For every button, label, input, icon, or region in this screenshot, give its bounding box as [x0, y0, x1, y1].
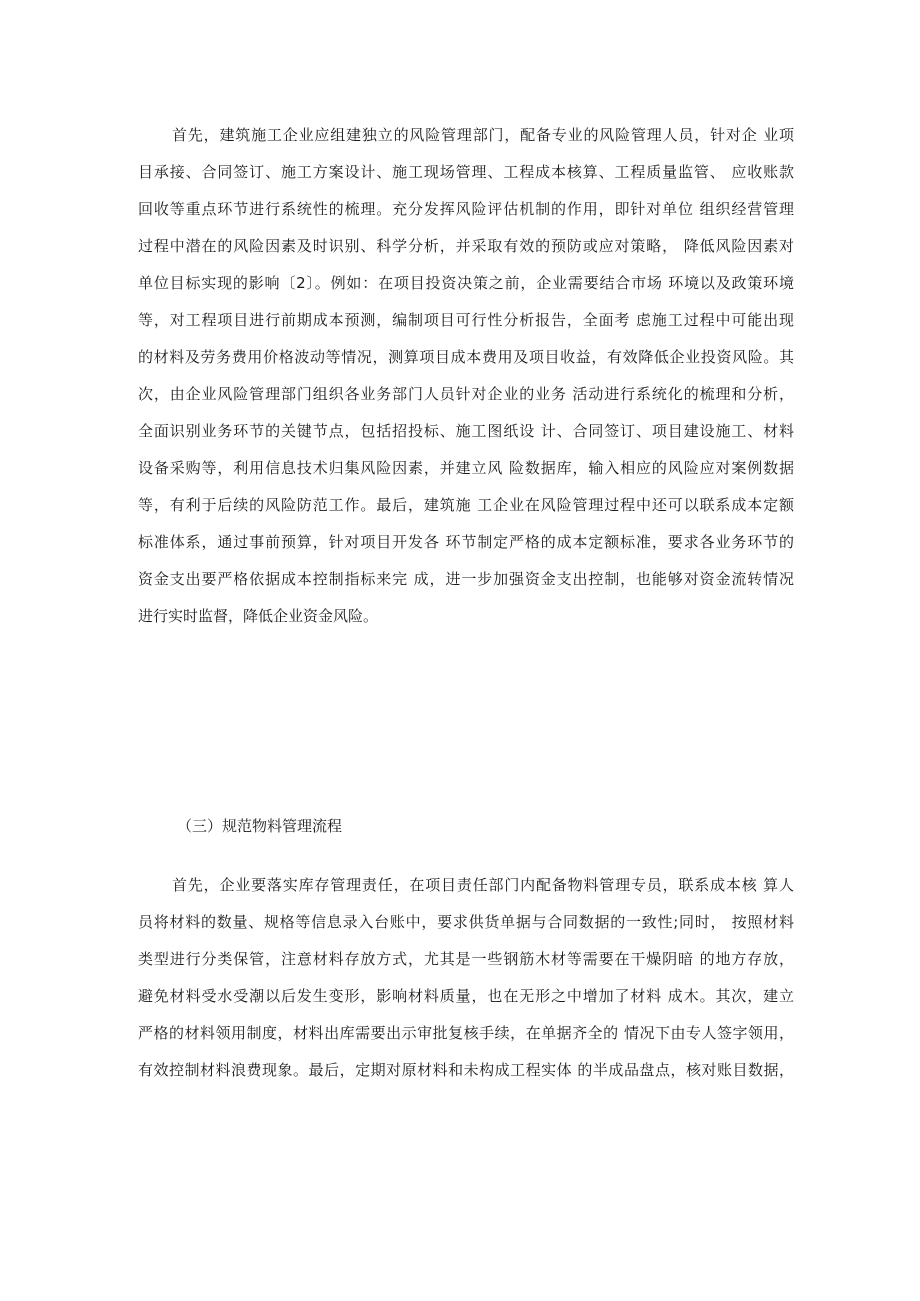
text-line: 次，由企业风险管理部门组织各业务部门人员针对企业的业务 活动进行系统化的梳理和分析， — [138, 385, 794, 403]
text-line: 等，对工程项目进行前期成本预测，编制项目可行性分析报告，全面考 虑施工过程中可能出现 — [138, 311, 794, 329]
text-line: 设备采购等，利用信息技术归集风险因素，并建立风 险数据库，输入相应的风险应对案例数据 — [138, 459, 794, 477]
text-line: 的材料及劳务费用价格波动等情况，测算项目成本费用及项目收益，有效降低企业投资风险。其 — [138, 348, 794, 366]
section-heading: （三）规范物料管理流程 — [177, 817, 343, 835]
text-line: 进行实时监督，降低企业资金风险。 — [138, 607, 379, 625]
text-line: 过程中潜在的风险因素及时识别、科学分析，并采取有效的预防或应对策略， 降低风险因素对 — [138, 237, 794, 255]
text-line: 员将材料的数量、规格等信息录入台账中，要求供货单据与合同数据的一致性;同时， 按照材料 — [138, 913, 794, 931]
text-line: 等，有利于后续的风险防范工作。最后，建筑施 工企业在风险管理过程中还可以联系成本定额 — [138, 496, 794, 514]
text-line: 单位目标实现的影响〔2〕。例如：在项目投资决策之前，企业需要结合市场 环境以及政策环境 — [138, 274, 794, 292]
text-line: 有效控制材料浪费现象。最后，定期对原材料和未构成工程实体 的半成品盘点，核对账目数据， — [138, 1061, 794, 1079]
paragraph-risk-management — [138, 117, 794, 635]
text-line: 首先，企业要落实库存管理责任，在项目责任部门内配备物料管理专员，联系成本核 算人 — [172, 876, 794, 894]
text-line: 严格的材料领用制度，材料出库需要出示审批复核手续，在单据齐全的 情况下由专人签字领用， — [138, 1024, 794, 1042]
paragraph-material-management — [138, 867, 794, 1089]
text-line: 全面识别业务环节的关键节点，包括招投标、施工图纸设 计、合同签订、项目建设施工、材料 — [138, 422, 794, 440]
text-line: 避免材料受水受潮以后发生变形，影响材料质量，也在无形之中增加了材料 成木。其次，建立 — [138, 987, 794, 1005]
text-line: 资金支出要严格依据成本控制指标来完 成，进一步加强资金支出控制，也能够对资金流转情况 — [138, 570, 794, 588]
text-line: 类型进行分类保管，注意材料存放方式，尤其是一些钢筋木材等需要在干燥阴暗 的地方存放， — [138, 950, 794, 968]
text-line: 回收等重点环节进行系统性的梳理。充分发挥风险评估机制的作用，即针对单位 组织经营管理 — [138, 200, 794, 218]
text-line: 首先，建筑施工企业应组建独立的风险管理部门，配备专业的风险管理人员，针对企 业项 — [172, 126, 794, 144]
text-line: 标准体系，通过事前预算，针对项目开发各 环节制定严格的成本定额标准，要求各业务环节的 — [138, 533, 794, 551]
text-line: 目承接、合同签订、施工方案设计、施工现场管理、工程成本核算、工程质量监管、 应收账款 — [138, 163, 794, 181]
